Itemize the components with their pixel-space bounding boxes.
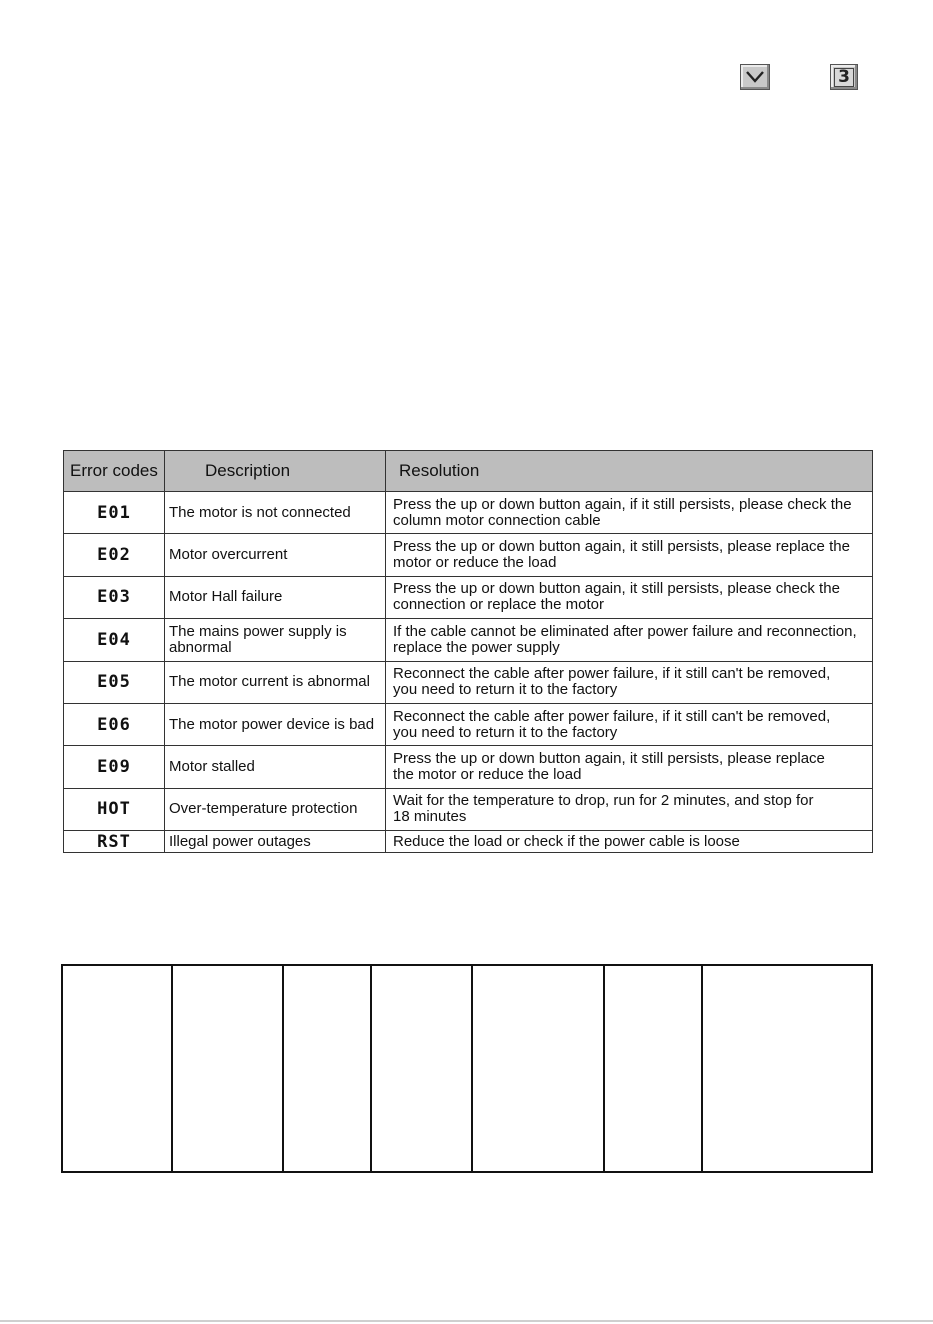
header-resolution: Resolution	[386, 451, 873, 492]
error-code: RST	[64, 831, 165, 853]
error-description: The motor power device is bad	[165, 703, 386, 745]
blank-cell	[62, 965, 172, 1172]
blank-cell	[172, 965, 283, 1172]
error-code: E06	[64, 703, 165, 745]
error-resolution: Reconnect the cable after power failure, if it still can't be removed, you need to return it to the factory	[386, 703, 873, 745]
error-description: The motor current is abnormal	[165, 661, 386, 703]
blank-row	[62, 965, 872, 1172]
table-row	[64, 788, 873, 830]
error-resolution: Press the up or down button again, it still persists, please replace the motor or reduce the load	[386, 746, 873, 788]
error-description: The mains power supply is abnormal	[165, 619, 386, 661]
error-code: HOT	[64, 788, 165, 830]
error-code: E03	[64, 576, 165, 618]
error-code: E02	[64, 534, 165, 576]
blank-cell	[702, 965, 872, 1172]
error-description: Illegal power outages	[165, 831, 386, 853]
error-description: Over-temperature protection	[165, 788, 386, 830]
error-codes-table	[63, 450, 873, 853]
blank-cell	[604, 965, 702, 1172]
header-description: Description	[165, 451, 386, 492]
error-resolution: Reduce the load or check if the power cable is loose	[386, 831, 873, 853]
table-row	[64, 576, 873, 618]
page-bottom-rule	[0, 1320, 933, 1322]
error-resolution: Press the up or down button again, if it still persists, please check the column motor connection cable	[386, 492, 873, 534]
error-resolution: Press the up or down button again, it still persists, please check the connection or replace the motor	[386, 576, 873, 618]
number-key-icon: 3	[830, 64, 858, 90]
error-resolution: Reconnect the cable after power failure, if it still can't be removed, you need to return it to the factory	[386, 661, 873, 703]
error-resolution: Wait for the temperature to drop, run for 2 minutes, and stop for 18 minutes	[386, 788, 873, 830]
error-description: Motor Hall failure	[165, 576, 386, 618]
header-error-codes: Error codes	[64, 451, 165, 492]
error-resolution: Press the up or down button again, it still persists, please replace the motor or reduce the load	[386, 534, 873, 576]
blank-cell	[472, 965, 604, 1172]
table-row	[64, 534, 873, 576]
blank-cell	[283, 965, 371, 1172]
table-row	[64, 703, 873, 745]
blank-cell	[371, 965, 472, 1172]
blank-grid-table	[61, 964, 873, 1173]
error-description: Motor stalled	[165, 746, 386, 788]
error-description: The motor is not connected	[165, 492, 386, 534]
table-row	[64, 492, 873, 534]
error-code: E09	[64, 746, 165, 788]
table-row	[64, 619, 873, 661]
table-row	[64, 746, 873, 788]
table-header-row	[64, 451, 873, 492]
error-code: E05	[64, 661, 165, 703]
chevron-down-icon	[740, 64, 770, 90]
table-row	[64, 661, 873, 703]
table-row	[64, 831, 873, 853]
error-code: E01	[64, 492, 165, 534]
error-description: Motor overcurrent	[165, 534, 386, 576]
error-resolution: If the cable cannot be eliminated after power failure and reconnection, replace the power supply	[386, 619, 873, 661]
error-code: E04	[64, 619, 165, 661]
